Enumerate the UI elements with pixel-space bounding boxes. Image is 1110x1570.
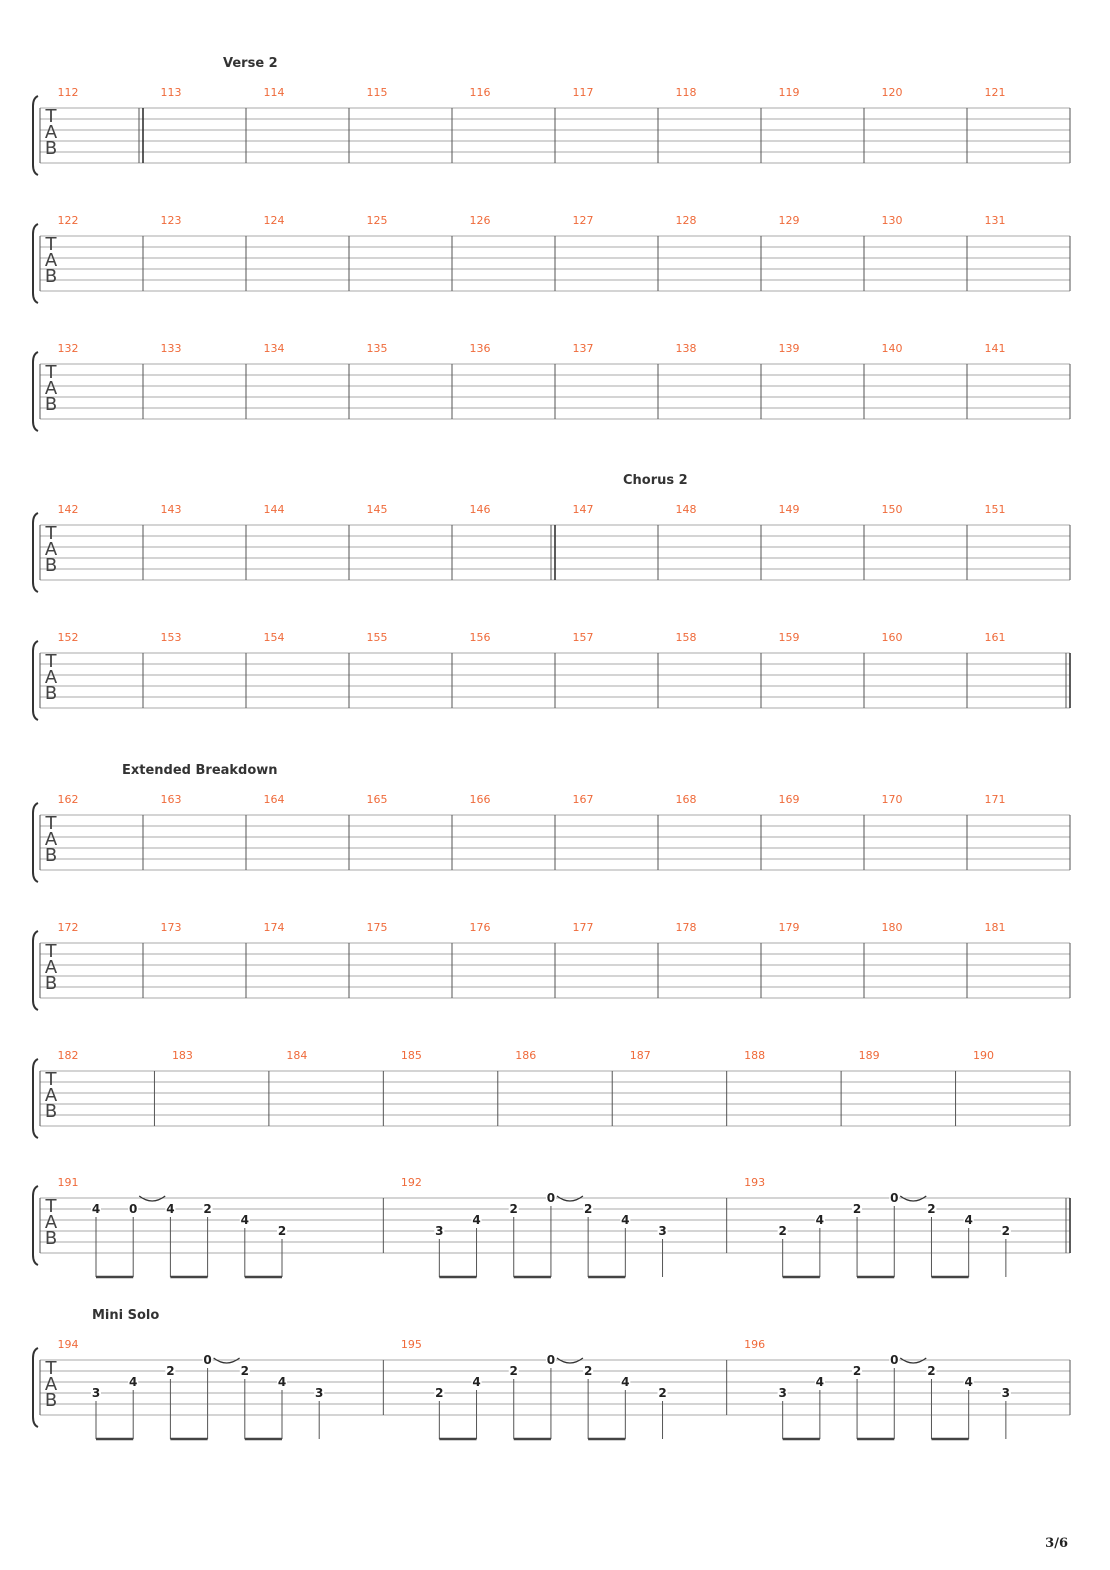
fret-number: 4 [815, 1213, 825, 1227]
system-brace [33, 641, 38, 720]
tab-clef-letter: A [44, 122, 58, 143]
fret-number: 4 [621, 1375, 630, 1389]
measure-number: 126 [469, 214, 491, 227]
measure-number: 133 [160, 342, 182, 355]
fret-number: 4 [621, 1213, 630, 1227]
fret-number: 2 [927, 1202, 936, 1216]
measure-number: 145 [366, 503, 388, 516]
fret-number: 0 [890, 1353, 899, 1367]
measure-number: 164 [263, 793, 285, 806]
tab-clef-letter: B [44, 1101, 58, 1122]
tab-clef-letter: T [45, 1069, 57, 1090]
tab-clef-letter: B [44, 1228, 58, 1249]
measure-number: 152 [57, 631, 79, 644]
fret-number: 2 [203, 1202, 212, 1216]
fret-number: 2 [658, 1386, 667, 1400]
fret-number: 3 [91, 1386, 101, 1400]
measure-number: 193 [744, 1176, 766, 1189]
tab-clef-letter: B [44, 845, 58, 866]
tab-system [33, 1176, 1070, 1277]
fret-number: 4 [166, 1202, 175, 1216]
measure-number: 167 [572, 793, 594, 806]
tab-system [33, 631, 1070, 720]
fret-number: 4 [277, 1375, 287, 1389]
fret-number: 4 [472, 1375, 481, 1389]
fret-number: 4 [964, 1375, 973, 1389]
fret-number: 0 [129, 1202, 138, 1216]
fret-number: 4 [91, 1202, 101, 1216]
measure-number: 159 [778, 631, 800, 644]
tab-clef-letter: T [45, 106, 57, 127]
tab-clef-letter: A [44, 667, 58, 688]
measure-number: 119 [778, 86, 800, 99]
measure-number: 124 [263, 214, 285, 227]
measure-number: 160 [881, 631, 903, 644]
measure-number: 162 [57, 793, 79, 806]
measure-number: 170 [881, 793, 903, 806]
fret-number: 2 [583, 1364, 593, 1378]
tab-clef-letter: B [44, 973, 58, 994]
measure-number: 142 [57, 503, 79, 516]
fret-number: 2 [509, 1364, 518, 1378]
tab-clef-letter: A [44, 1212, 58, 1233]
tab-clef-letter: A [44, 1085, 58, 1106]
tab-system [33, 56, 1070, 175]
measure-number: 166 [469, 793, 491, 806]
system-brace [33, 352, 38, 431]
measure-number: 129 [778, 214, 800, 227]
tab-clef-letter: T [45, 941, 57, 962]
tab-clef-letter: B [44, 555, 58, 576]
measure-number: 149 [778, 503, 800, 516]
measure-number: 113 [160, 86, 182, 99]
fret-number: 2 [927, 1364, 936, 1378]
measure-number: 186 [515, 1049, 537, 1062]
measure-number: 179 [778, 921, 800, 934]
fret-number: 2 [277, 1224, 287, 1238]
measure-number: 178 [675, 921, 697, 934]
measure-number: 171 [984, 793, 1006, 806]
measure-number: 147 [572, 503, 594, 516]
measure-number: 140 [881, 342, 903, 355]
tab-clef-letter: A [44, 250, 58, 271]
measure-number: 151 [984, 503, 1006, 516]
measure-number: 155 [366, 631, 388, 644]
measure-number: 165 [366, 793, 388, 806]
tab-clef-letter: A [44, 539, 58, 560]
tab-system [33, 1308, 1070, 1439]
measure-number: 183 [171, 1049, 193, 1062]
system-brace [33, 931, 38, 1010]
section-title: Extended Breakdown [122, 763, 278, 778]
measure-number: 123 [160, 214, 182, 227]
measure-number: 135 [366, 342, 388, 355]
system-brace [33, 1348, 38, 1427]
tab-system [33, 921, 1070, 1010]
measure-number: 173 [160, 921, 182, 934]
system-brace [33, 803, 38, 882]
fret-number: 4 [472, 1213, 481, 1227]
tab-clef-letter: T [45, 234, 57, 255]
system-brace [33, 96, 38, 175]
measure-number: 132 [57, 342, 79, 355]
tab-clef-letter: A [44, 957, 58, 978]
measure-number: 150 [881, 503, 903, 516]
fret-number: 2 [852, 1202, 862, 1216]
measure-number: 158 [675, 631, 697, 644]
measure-number: 116 [469, 86, 491, 99]
tab-system [33, 473, 1070, 592]
fret-number: 3 [778, 1386, 787, 1400]
fret-number: 3 [435, 1224, 444, 1238]
measure-number: 128 [675, 214, 697, 227]
measure-number: 182 [57, 1049, 79, 1062]
measure-number: 168 [675, 793, 697, 806]
measure-number: 125 [366, 214, 388, 227]
measure-number: 148 [675, 503, 697, 516]
measure-number: 191 [57, 1176, 79, 1189]
fret-number: 3 [658, 1224, 667, 1238]
measure-number: 117 [572, 86, 594, 99]
fret-number: 0 [203, 1353, 212, 1367]
tab-system [33, 1049, 1070, 1138]
measure-number: 154 [263, 631, 285, 644]
tab-system [33, 214, 1070, 303]
fret-number: 2 [240, 1364, 249, 1378]
tab-clef-letter: A [44, 829, 58, 850]
measure-number: 112 [57, 86, 79, 99]
tab-clef-letter: A [44, 378, 58, 399]
tab-clef-letter: T [45, 1196, 57, 1217]
tab-clef-letter: B [44, 266, 58, 287]
section-title: Chorus 2 [623, 473, 688, 488]
measure-number: 144 [263, 503, 285, 516]
tab-system [33, 342, 1070, 431]
measure-number: 175 [366, 921, 388, 934]
measure-number: 141 [984, 342, 1006, 355]
page-number: 3/6 [1045, 1536, 1068, 1551]
fret-number: 4 [815, 1375, 825, 1389]
measure-number: 180 [881, 921, 903, 934]
measure-number: 157 [572, 631, 594, 644]
fret-number: 0 [890, 1191, 899, 1205]
fret-number: 0 [546, 1353, 556, 1367]
measure-number: 131 [984, 214, 1006, 227]
system-brace [33, 224, 38, 303]
tab-clef-letter: T [45, 362, 57, 383]
measure-number: 120 [881, 86, 903, 99]
fret-number: 2 [166, 1364, 175, 1378]
measure-number: 189 [858, 1049, 880, 1062]
fret-number: 4 [240, 1213, 249, 1227]
tab-clef-letter: T [45, 813, 57, 834]
measure-number: 177 [572, 921, 594, 934]
fret-number: 4 [964, 1213, 973, 1227]
measure-number: 138 [675, 342, 697, 355]
measure-number: 122 [57, 214, 79, 227]
measure-number: 156 [469, 631, 491, 644]
fret-number: 2 [583, 1202, 593, 1216]
measure-number: 118 [675, 86, 697, 99]
fret-number: 2 [435, 1386, 444, 1400]
measure-number: 130 [881, 214, 903, 227]
measure-number: 174 [263, 921, 285, 934]
measure-number: 192 [400, 1176, 422, 1189]
system-brace [33, 1186, 38, 1265]
measure-number: 190 [973, 1049, 995, 1062]
measure-number: 169 [778, 793, 800, 806]
fret-number: 2 [778, 1224, 787, 1238]
measure-number: 137 [572, 342, 594, 355]
measure-number: 121 [984, 86, 1006, 99]
fret-number: 2 [852, 1364, 862, 1378]
tab-clef-letter: B [44, 394, 58, 415]
measure-number: 194 [57, 1338, 79, 1351]
measure-number: 146 [469, 503, 491, 516]
fret-number: 4 [129, 1375, 138, 1389]
measure-number: 184 [286, 1049, 308, 1062]
tab-clef-letter: B [44, 683, 58, 704]
measure-number: 195 [400, 1338, 422, 1351]
section-title: Mini Solo [92, 1308, 160, 1323]
fret-number: 2 [509, 1202, 518, 1216]
tab-clef-letter: A [44, 1374, 58, 1395]
measure-number: 188 [744, 1049, 766, 1062]
measure-number: 172 [57, 921, 79, 934]
measure-number: 127 [572, 214, 594, 227]
measure-number: 139 [778, 342, 800, 355]
tab-clef-letter: T [45, 1358, 57, 1379]
section-title: Verse 2 [223, 56, 278, 71]
fret-number: 0 [546, 1191, 556, 1205]
system-brace [33, 1059, 38, 1138]
measure-number: 161 [984, 631, 1006, 644]
fret-number: 3 [315, 1386, 324, 1400]
measure-number: 134 [263, 342, 285, 355]
measure-number: 196 [744, 1338, 766, 1351]
tab-clef-letter: B [44, 138, 58, 159]
measure-number: 163 [160, 793, 182, 806]
tab-clef-letter: T [45, 651, 57, 672]
measure-number: 176 [469, 921, 491, 934]
measure-number: 153 [160, 631, 182, 644]
measure-number: 181 [984, 921, 1006, 934]
system-brace [33, 513, 38, 592]
fret-number: 3 [1001, 1386, 1011, 1400]
measure-number: 136 [469, 342, 491, 355]
measure-number: 185 [400, 1049, 422, 1062]
tab-clef-letter: T [45, 523, 57, 544]
tab-clef-letter: B [44, 1390, 58, 1411]
measure-number: 115 [366, 86, 388, 99]
tab-system [33, 763, 1070, 882]
fret-number: 2 [1001, 1224, 1011, 1238]
measure-number: 187 [629, 1049, 651, 1062]
measure-number: 114 [263, 86, 285, 99]
measure-number: 143 [160, 503, 182, 516]
